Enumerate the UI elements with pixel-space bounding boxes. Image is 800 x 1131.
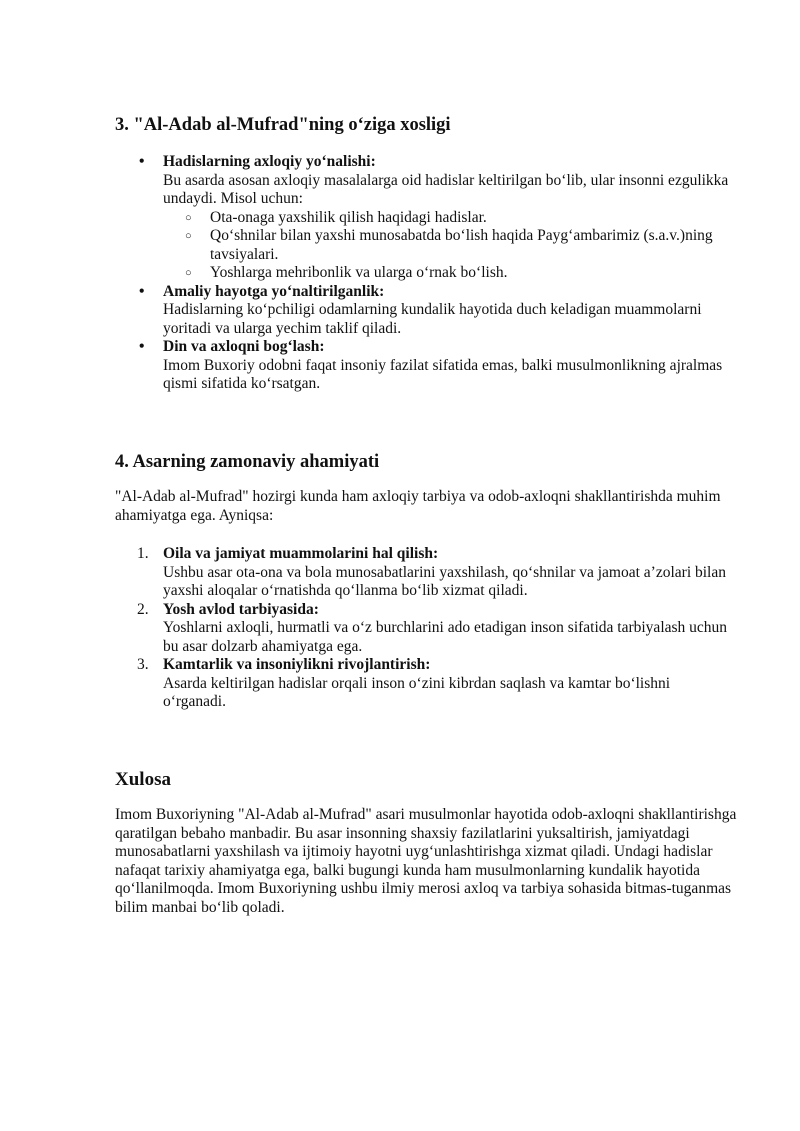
section-4-heading: 4. Asarning zamonaviy ahamiyati bbox=[115, 452, 380, 472]
section-4-numbered-list bbox=[0, 545, 800, 712]
bullet-title: Din va axloqni bog‘lash: bbox=[163, 338, 325, 355]
numbered-item bbox=[0, 601, 733, 657]
sub-item-text: Yoshlarga mehribonlik va ularga o‘rnak bo‘lish. bbox=[210, 264, 508, 281]
bullet-text: Imom Buxoriy odobni faqat insoniy fazilat sifatida emas, balki musulmonlikning ajralmas qismi sifatida ko‘rsatgan. bbox=[163, 356, 723, 392]
numbered-item-text: Ushbu asar ota-ona va bola munosabatlarini yaxshilash, qo‘shnilar va jamoat a’zolari bilan yaxshi aloqalar o‘rnatishda qo‘llanma bo‘lib xizmat qiladi. bbox=[163, 563, 726, 599]
circle-bullet-marker: ○ bbox=[185, 267, 192, 279]
section-3-heading: 3. "Al-Adab al-Mufrad"ning o‘ziga xosligi bbox=[115, 115, 451, 135]
item-number: 1. bbox=[137, 545, 149, 562]
sub-item-text: Ota-onaga yaxshilik qilish haqidagi hadislar. bbox=[210, 208, 487, 226]
conclusion-paragraph: Imom Buxoriyning "Al-Adab al-Mufrad" asari musulmonlar hayotida odob-axloqni shakllantirishga qaratilgan bebaho manbadir. Bu asar insonning shaxsiy fazilatlarini yuksaltirish, jamiyatdagi munosabatlarni yaxshilash va ijtimoiy hayotni uyg‘unlashtirishga xizmat qiladi. Undagi hadislar nafaqat tarixiy ahamiyatga ega, balki bugungi kunda ham musulmonlarning kundalik hayotida qo‘llanilmoqda. Imom Buxoriyning ushbu ilmiy merosi axloq va tarbiya sohasida bitmas-tuganmas bilim manbai bo‘lib qoladi. bbox=[115, 806, 737, 916]
item-number: 2. bbox=[137, 600, 149, 618]
circle-bullet-marker: ○ bbox=[185, 230, 192, 242]
sub-list bbox=[163, 209, 733, 283]
numbered-item-title: Yosh avlod tarbiyasida: bbox=[163, 600, 319, 618]
item-number: 3. bbox=[137, 656, 149, 673]
numbered-item-title: Kamtarlik va insoniylikni rivojlantirish: bbox=[163, 656, 431, 673]
bullet-title: Amaliy hayotga yo‘naltirilganlik: bbox=[163, 282, 385, 300]
bullet-text: Bu asarda asosan axloqiy masalalarga oid hadislar keltirilgan bo‘lib, ular insonni ezgulikka undaydi. Misol uchun: bbox=[163, 171, 729, 207]
bullet-text: Hadislarning ko‘pchiligi odamlarning kundalik hayotida duch keladigan muammolarni yoritadi va ularga yechim taklif qiladi. bbox=[163, 301, 702, 337]
sub-list-item bbox=[163, 209, 740, 228]
section-3-bullet-list bbox=[0, 153, 800, 394]
bullet-title: Hadislarning axloqiy yo‘nalishi: bbox=[163, 153, 376, 170]
section-4-intro: "Al-Adab al-Mufrad" hozirgi kunda ham axloqiy tarbiya va odob-axloqni shakllantirishda muhim ahamiyatga ega. Ayniqsa: bbox=[115, 488, 721, 524]
bullet-marker: • bbox=[139, 338, 145, 355]
circle-bullet-marker: ○ bbox=[185, 211, 192, 224]
numbered-item-text: Asarda keltirilgan hadislar orqali inson o‘zini kibrdan saqlash va kamtar bo‘lishni o‘rganadi. bbox=[163, 674, 671, 710]
sub-list-item bbox=[163, 227, 740, 264]
bullet-marker: • bbox=[139, 282, 145, 300]
sub-item-text: Qo‘shnilar bilan yaxshi munosabatda bo‘lish haqida Payg‘ambarimiz (s.a.v.)ning tavsiyalari. bbox=[210, 227, 713, 263]
bullet-item bbox=[0, 153, 733, 283]
numbered-item-title: Oila va jamiyat muammolarini hal qilish: bbox=[163, 545, 439, 562]
sub-list-item bbox=[163, 264, 740, 283]
numbered-item bbox=[0, 656, 733, 712]
numbered-item bbox=[0, 545, 733, 601]
bullet-marker: • bbox=[139, 153, 145, 170]
bullet-item bbox=[0, 338, 733, 394]
bullet-item bbox=[0, 283, 733, 339]
numbered-item-text: Yoshlarni axloqli, hurmatli va o‘z burchlarini ado etadigan inson sifatida tarbiyalash uchun bu asar dolzarb ahamiyatga ega. bbox=[163, 619, 728, 655]
conclusion-heading: Xulosa bbox=[115, 769, 171, 790]
